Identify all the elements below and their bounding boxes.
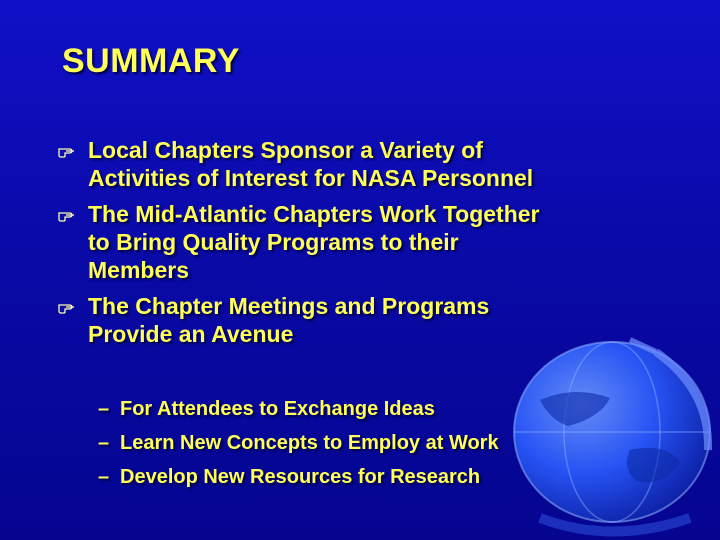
bullet-line: Members	[88, 257, 189, 283]
bullet-line: to Bring Quality Programs to their	[88, 229, 459, 255]
sub-bullet-item	[98, 460, 618, 494]
bullet-list	[58, 136, 658, 356]
bullet-line: Activities of Interest for NASA Personnel	[88, 165, 534, 191]
bullet-line: Local Chapters Sponsor a Variety of	[88, 137, 483, 163]
dash-marker: –	[98, 432, 110, 454]
sub-bullet-list	[98, 392, 618, 494]
sub-bullet-text: Develop New Resources for Research	[120, 466, 481, 488]
bullet-line: The Chapter Meetings and Programs	[88, 293, 490, 319]
sub-bullet-item	[98, 392, 618, 426]
pointing-hand-icon	[58, 208, 76, 222]
pointing-hand-icon	[58, 144, 76, 158]
bullet-line: The Mid-Atlantic Chapters Work Together	[88, 201, 540, 227]
sub-bullet-item	[98, 426, 618, 460]
bullet-item	[58, 200, 658, 284]
bullet-line: Provide an Avenue	[88, 321, 294, 347]
slide-title: SUMMARY	[62, 42, 240, 80]
dash-marker: –	[98, 466, 110, 488]
sub-bullet-text: Learn New Concepts to Employ at Work	[120, 432, 499, 454]
bullet-item	[58, 136, 658, 192]
dash-marker: –	[98, 398, 110, 420]
sub-bullet-text: For Attendees to Exchange Ideas	[120, 398, 435, 420]
bullet-item	[58, 292, 658, 348]
pointing-hand-icon	[58, 300, 76, 314]
